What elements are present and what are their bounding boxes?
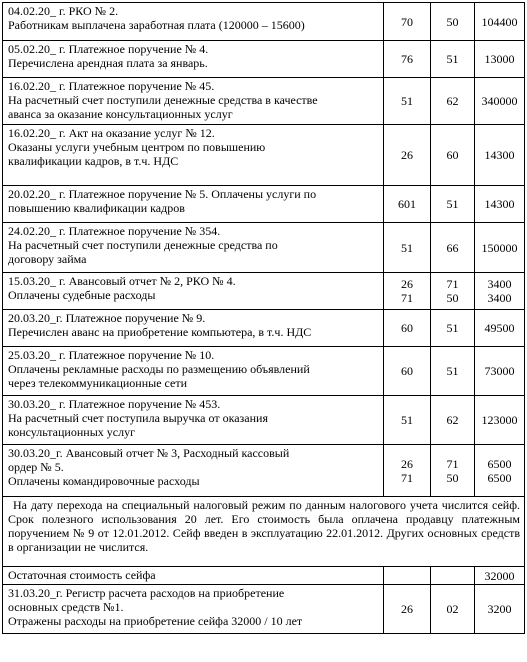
credit-account-value: 66 xyxy=(446,240,459,255)
table-row xyxy=(3,223,525,273)
credit-account xyxy=(431,347,475,396)
amount-cell xyxy=(475,78,525,125)
residual-amount: 32000 xyxy=(475,567,525,585)
amount-cell-value: 3400 xyxy=(487,277,512,291)
credit-account xyxy=(431,445,475,497)
operation-description xyxy=(3,78,384,125)
debit-account-value: 71 xyxy=(401,291,413,305)
amount-cell xyxy=(475,3,525,41)
description-line: На расчетный счет поступили денежные средства в качестве xyxy=(8,93,318,107)
operation-description xyxy=(3,3,384,41)
description-line: основных средств №1. xyxy=(8,600,124,614)
credit-account-value: 51 xyxy=(446,321,459,335)
empty-cell xyxy=(384,567,431,585)
operation-description xyxy=(3,273,384,310)
description-line: 25.03.20_ г. Платежное поручение № 10. xyxy=(8,348,215,362)
description-line: Оказаны услуги учебным центром по повышению xyxy=(8,140,266,154)
debit-account-value: 51 xyxy=(401,413,413,427)
debit-account xyxy=(384,78,431,125)
table-row xyxy=(3,347,525,396)
credit-account xyxy=(431,396,475,445)
amount-cell-value: 49500 xyxy=(484,321,515,335)
description-line: договору займа xyxy=(8,252,87,266)
debit-account xyxy=(384,3,431,41)
amount-cell xyxy=(475,273,525,310)
note-text: На дату перехода на специальный налоговый режим по данным налогового учета числится сейф. Срок полезного использования 20 лет. Его стоимость была оплачена продавцу платежным поручением № 9 от 12.01.2012. Сейф введен в эксплуатацию 22.01.2012. Других основных средств в организации не числится. xyxy=(3,497,525,567)
amount-cell-value: 150000 xyxy=(481,240,518,255)
debit-account xyxy=(384,223,431,273)
table-row xyxy=(3,585,525,634)
description-line: 20.03.20_г. Платежное поручение № 9. xyxy=(8,311,206,325)
credit-account-value: 62 xyxy=(446,413,459,427)
description-line: 05.02.20_ г. Платежное поручение № 4. xyxy=(8,42,209,56)
note-row xyxy=(3,497,525,567)
credit-account xyxy=(431,273,475,310)
debit-account xyxy=(384,186,431,223)
description-line: ордер № 5. xyxy=(8,460,64,474)
credit-account-value: 50 xyxy=(446,14,459,29)
amount-cell-value: 104400 xyxy=(481,14,518,29)
description-line: 15.03.20_ г. Авансовый отчет № 2, РКО № 4. xyxy=(8,274,236,288)
description-line: 16.02.20_ г. Акт на оказание услуг № 12. xyxy=(8,126,215,140)
amount-cell xyxy=(475,125,525,186)
debit-account-value: 76 xyxy=(401,52,413,66)
debit-account xyxy=(384,273,431,310)
credit-account xyxy=(431,78,475,125)
amount-cell-value: 340000 xyxy=(481,94,518,108)
debit-account-value: 71 xyxy=(401,470,413,485)
credit-account-value: 71 xyxy=(446,277,459,291)
amount-cell-value: 14300 xyxy=(484,197,515,211)
description-line: Работникам выплачена заработная плата (120000 – 15600) xyxy=(8,18,305,32)
description-line: аванса за оказание консультационных услуг xyxy=(8,107,233,121)
debit-account-value: 26 xyxy=(401,277,413,291)
debit-account xyxy=(384,41,431,78)
description-line: Оплачены командировочные расходы xyxy=(8,474,200,488)
description-line: повышению квалификации кадров xyxy=(8,201,185,215)
ledger-body xyxy=(3,3,525,634)
credit-account-value: 50 xyxy=(446,291,459,305)
debit-account-value: 51 xyxy=(401,240,413,255)
description-line: через телекоммуникационные сети xyxy=(8,376,187,390)
description-line: 04.02.20_ г. РКО № 2. xyxy=(8,4,119,18)
description-line: 30.03.20_г. Авансовый отчет № 3, Расходный кассовый xyxy=(8,446,290,460)
debit-account xyxy=(384,125,431,186)
debit-account-value: 51 xyxy=(401,94,413,108)
amount-cell xyxy=(475,310,525,347)
amount-cell xyxy=(475,223,525,273)
debit-account xyxy=(384,445,431,497)
table-row xyxy=(3,125,525,186)
operation-description xyxy=(3,41,384,78)
debit-account-value: 60 xyxy=(401,321,413,335)
table-row xyxy=(3,396,525,445)
credit-account xyxy=(431,186,475,223)
description-line: Отражены расходы на приобретение сейфа 32000 / 10 лет xyxy=(8,614,303,628)
amount-cell-value: 123000 xyxy=(481,413,518,427)
amount-cell-value: 73000 xyxy=(484,364,515,378)
debit-account-value: 60 xyxy=(401,364,413,378)
amount-cell-value: 13000 xyxy=(484,52,515,66)
credit-account-value: 50 xyxy=(446,470,459,485)
debit-account-value: 26 xyxy=(401,148,413,162)
debit-account-value: 70 xyxy=(401,14,413,29)
credit-account-value: 71 xyxy=(446,456,459,471)
table-row xyxy=(3,41,525,78)
description-line: 20.02.20_ г. Платежное поручение № 5. Оплачены услуги по xyxy=(8,187,317,201)
amount-cell xyxy=(475,41,525,78)
credit-account xyxy=(431,41,475,78)
credit-account xyxy=(431,310,475,347)
description-line: квалификации кадров, в т.ч. НДС xyxy=(8,154,179,168)
credit-account: 02 xyxy=(431,585,475,634)
residual-row xyxy=(3,567,525,585)
description-line: 30.03.20_ г. Платежное поручение № 453. xyxy=(8,397,221,411)
credit-account-value: 60 xyxy=(446,148,459,162)
description-line: Перечислена арендная плата за январь. xyxy=(8,56,208,70)
credit-account xyxy=(431,223,475,273)
amount-cell-value: 14300 xyxy=(484,148,515,162)
operation-description xyxy=(3,585,384,634)
amount-cell xyxy=(475,186,525,223)
amount-cell xyxy=(475,445,525,497)
residual-label: Остаточная стоимость сейфа xyxy=(3,567,384,585)
debit-account xyxy=(384,347,431,396)
debit-account-value: 601 xyxy=(398,197,416,211)
debit-account: 26 xyxy=(384,585,431,634)
operation-description xyxy=(3,223,384,273)
table-row xyxy=(3,273,525,310)
credit-account-value: 62 xyxy=(446,94,459,108)
amount-cell: 3200 xyxy=(475,585,525,634)
description-line: 31.03.20_г. Регистр расчета расходов на приобретение xyxy=(8,586,285,600)
credit-account-value: 51 xyxy=(446,364,459,378)
description-line: 16.02.20_ г. Платежное поручение № 45. xyxy=(8,79,215,93)
amount-cell-value: 3400 xyxy=(487,291,512,305)
debit-account xyxy=(384,310,431,347)
debit-account xyxy=(384,396,431,445)
description-line: 24.02.20_ г. Платежное поручение № 354. xyxy=(8,224,221,238)
debit-account-value: 26 xyxy=(401,456,413,471)
description-line: На расчетный счет поступила выручка от оказания xyxy=(8,411,268,425)
table-row xyxy=(3,78,525,125)
credit-account xyxy=(431,3,475,41)
table-row xyxy=(3,3,525,41)
credit-account-value: 51 xyxy=(446,52,459,66)
description-line: Перечислен аванс на приобретение компьютера, в т.ч. НДС xyxy=(8,325,312,339)
credit-account-value: 51 xyxy=(446,197,459,211)
operation-description xyxy=(3,347,384,396)
amount-cell-value: 6500 xyxy=(487,470,512,485)
amount-cell xyxy=(475,347,525,396)
table-row xyxy=(3,186,525,223)
operation-description xyxy=(3,445,384,497)
empty-cell xyxy=(431,567,475,585)
operation-description xyxy=(3,125,384,186)
description-line: консультационных услуг xyxy=(8,425,135,439)
description-line: Оплачены судебные расходы xyxy=(8,288,156,302)
description-line: На расчетный счет поступили денежные средства по xyxy=(8,238,278,252)
credit-account xyxy=(431,125,475,186)
operation-description xyxy=(3,310,384,347)
operation-description xyxy=(3,186,384,223)
amount-cell-value: 6500 xyxy=(487,456,512,471)
amount-cell xyxy=(475,396,525,445)
description-line: Оплачены рекламные расходы по размещению объявлений xyxy=(8,362,310,376)
table-row xyxy=(3,310,525,347)
ledger-table xyxy=(2,2,525,634)
operation-description xyxy=(3,396,384,445)
table-row xyxy=(3,445,525,497)
